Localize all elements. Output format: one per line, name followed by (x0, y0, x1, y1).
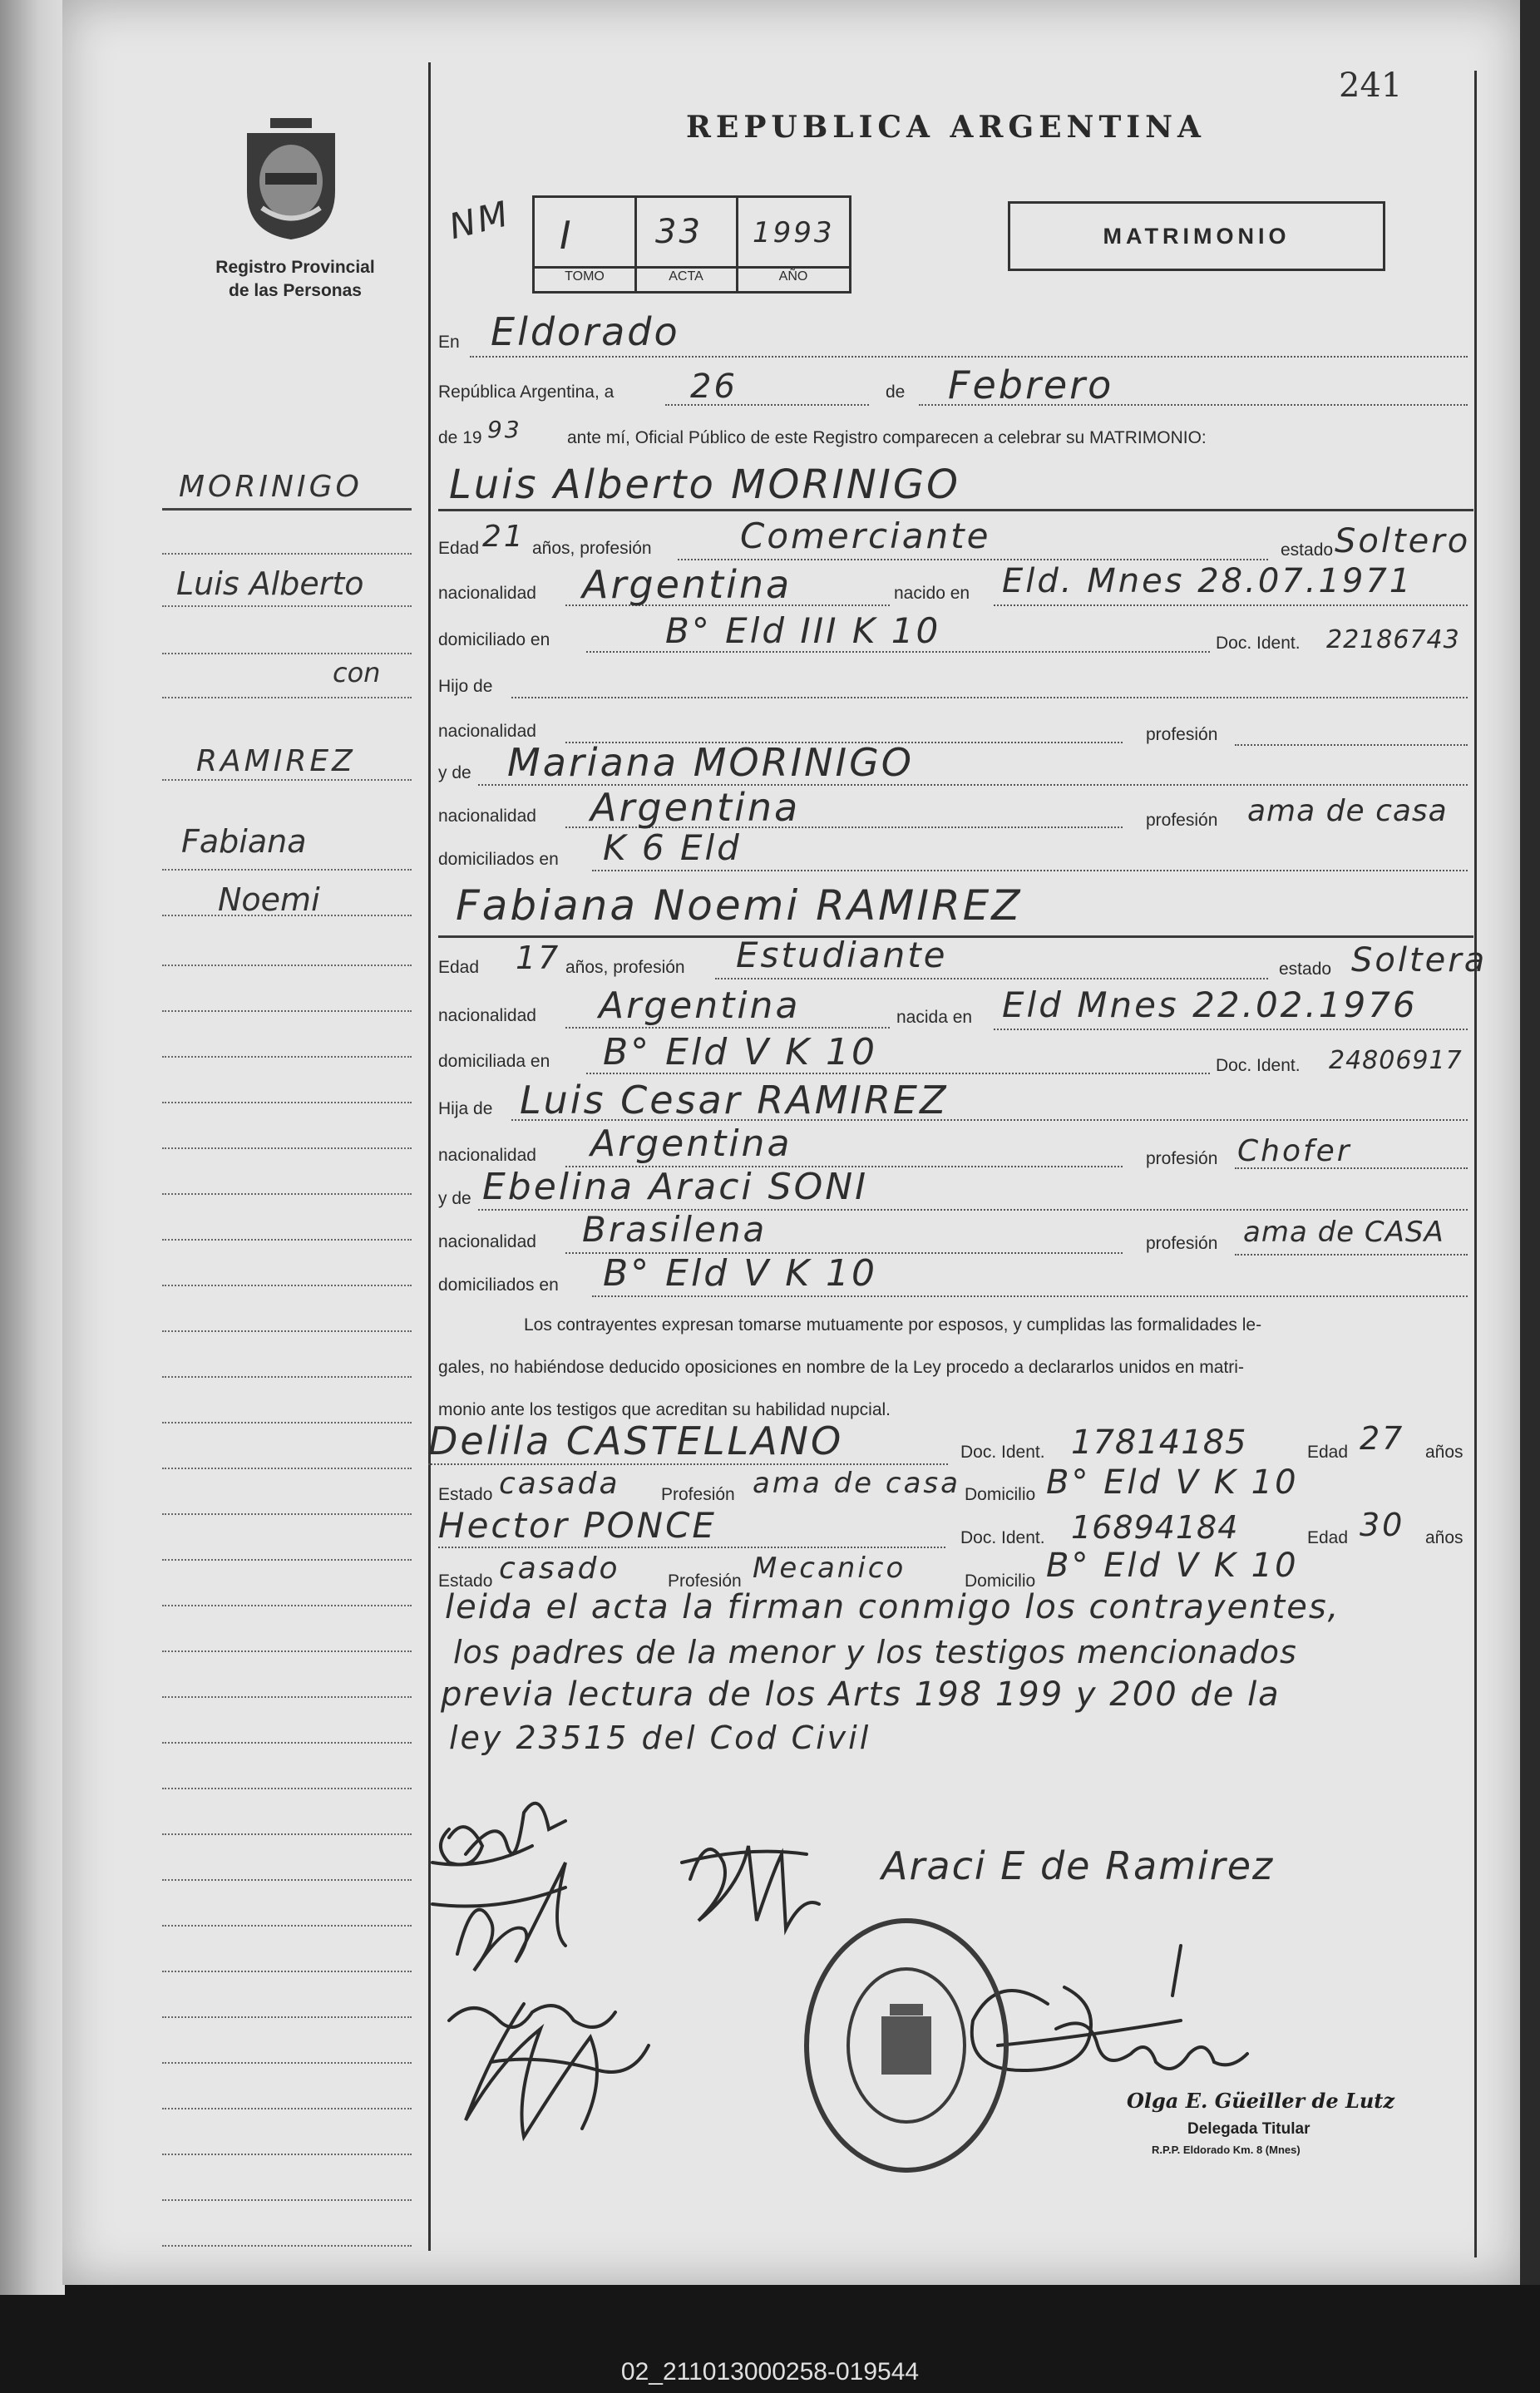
witness2-prof-label: Profesión (668, 1571, 742, 1591)
signature-araci: Araci E de Ramirez (881, 1843, 1275, 1888)
margin-given-1: Luis Alberto (176, 565, 364, 602)
witness1-dom-label: Domicilio (965, 1485, 1036, 1504)
groom-doc-label: Doc. Ident. (1216, 634, 1301, 653)
witness1-name: Delila CASTELLANO (428, 1419, 844, 1463)
bride-father-nac-label: nacionalidad (438, 1146, 536, 1165)
coat-of-arms-icon (237, 116, 345, 241)
label-en: En (438, 333, 460, 352)
country-title: REPUBLICA ARGENTINA (686, 110, 1206, 145)
act-type-box (1008, 201, 1385, 271)
tomo-label: TOMO (565, 269, 605, 284)
margin-surname-2: RAMIREZ (196, 744, 356, 778)
label-de: de (886, 382, 906, 402)
witness1-prof-label: Profesión (661, 1485, 735, 1504)
groom-edad-label: Edad (438, 539, 480, 558)
official-office: R.P.P. Eldorado Km. 8 (Mnes) (1152, 2144, 1301, 2156)
bride-father: Luis Cesar RAMIREZ (520, 1078, 949, 1122)
groom-name: Luis Alberto MORINIGO (449, 461, 960, 508)
official-name: Olga E. Güeiller de Lutz (1127, 2089, 1394, 2113)
bride-name: Fabiana Noemi RAMIREZ (456, 881, 1023, 930)
witness1-profession: ama de casa (753, 1467, 960, 1500)
act-type-label: MATRIMONIO (1103, 224, 1291, 249)
bride-padres-dom-label: domiciliados en (438, 1275, 559, 1295)
witness1-anos-label: años (1425, 1443, 1463, 1462)
bride-address: B° Eld V K 10 (603, 1031, 878, 1073)
groom-nacido-label: nacido en (894, 584, 970, 603)
closing-note-4: ley 23515 del Cod Civil (449, 1720, 871, 1756)
anio-label: AÑO (778, 269, 808, 284)
groom-yde-label: y de (438, 763, 471, 782)
bride-mother-prof-label: profesión (1146, 1234, 1218, 1253)
act-prefix: NM (445, 192, 515, 248)
bride-nationality: Argentina (599, 984, 801, 1027)
witness2-age: 30 (1360, 1507, 1405, 1543)
groom-born-in: Eld. Mnes 28.07.1971 (1002, 562, 1414, 600)
groom-father-prof-label: profesión (1146, 725, 1218, 744)
bride-born-in: Eld Mnes 22.02.1976 (1002, 984, 1418, 1025)
day-value: 26 (690, 368, 738, 406)
bride-mother-profession: ama de CASA (1243, 1216, 1444, 1249)
bride-mother: Ebelina Araci SONI (482, 1166, 869, 1208)
witness1-edad-label: Edad (1307, 1443, 1349, 1462)
year-suffix: 93 (487, 416, 522, 443)
acta-value: 33 (655, 213, 703, 251)
groom-mother-nac-label: nacionalidad (438, 807, 536, 826)
witness2-name: Hector PONCE (438, 1505, 717, 1546)
bride-father-profession: Chofer (1237, 1134, 1352, 1168)
declaration-line-2: gales, no habiéndose deducido oposiciones en nombre de la Ley procedo a declararlos unidos en matri- (438, 1358, 1244, 1377)
bride-doc: 24806917 (1329, 1046, 1463, 1075)
bride-father-prof-label: profesión (1146, 1149, 1218, 1168)
witness2-anos-label: años (1425, 1528, 1463, 1547)
groom-mother-nationality: Argentina (590, 785, 801, 830)
witness2-edad-label: Edad (1307, 1528, 1349, 1547)
official-title: Delegada Titular (1187, 2120, 1310, 2138)
groom-profesion-label: años, profesión (532, 539, 652, 558)
bride-parents-address: B° Eld V K 10 (603, 1252, 878, 1295)
witness1-doc-label: Doc. Ident. (960, 1443, 1045, 1462)
witness2-profession: Mecanico (753, 1552, 906, 1585)
label-year-prefix: de 19 (438, 428, 482, 447)
bride-domicilio-label: domiciliada en (438, 1052, 550, 1071)
groom-age: 21 (482, 520, 526, 554)
intro-text: ante mí, Oficial Público de este Registro comparecen a celebrar su MATRIMONIO: (567, 428, 1207, 447)
witness1-estado-label: Estado (438, 1485, 493, 1504)
witness2-estado-label: Estado (438, 1571, 493, 1591)
witness2-address: B° Eld V K 10 (1046, 1547, 1299, 1585)
groom-mother-profession: ama de casa (1247, 794, 1448, 828)
bride-mother-nationality: Brasilena (582, 1209, 768, 1250)
witness1-estado: casada (499, 1467, 620, 1501)
acta-label: ACTA (669, 269, 703, 284)
groom-parents-address: K 6 Eld (603, 827, 742, 868)
bride-estado-label: estado (1279, 960, 1332, 979)
footer-code: 02_211013000258-019544 (620, 2358, 920, 2386)
bride-nacionalidad-label: nacionalidad (438, 1006, 536, 1025)
witness2-doc-label: Doc. Ident. (960, 1528, 1045, 1547)
bride-age: 17 (516, 940, 561, 976)
bride-father-nationality: Argentina (590, 1122, 792, 1165)
bride-profession: Estudiante (736, 935, 948, 975)
margin-given-2b: Noemi (218, 881, 320, 918)
groom-doc: 22186743 (1326, 625, 1460, 654)
witness1-doc: 17814185 (1071, 1423, 1247, 1462)
label-republica: República Argentina, a (438, 382, 615, 402)
bride-yde-label: y de (438, 1189, 471, 1208)
witness1-age: 27 (1360, 1420, 1405, 1457)
groom-nacionalidad-label: nacionalidad (438, 584, 536, 603)
bride-edad-label: Edad (438, 958, 480, 977)
groom-estado: Soltero (1335, 522, 1471, 560)
groom-address: B° Eld III K 10 (665, 610, 941, 651)
witness2-doc: 16894184 (1071, 1509, 1239, 1546)
act-number-box (532, 195, 851, 294)
page-number: 241 (1339, 67, 1403, 105)
groom-domicilio-label: domiciliado en (438, 630, 550, 649)
witness1-address: B° Eld V K 10 (1046, 1463, 1299, 1502)
declaration-line-3: monio ante los testigos que acreditan su habilidad nupcial. (438, 1400, 891, 1419)
place-value: Eldorado (491, 309, 680, 354)
book-edge (1520, 0, 1540, 2285)
bride-profesion-label: años, profesión (565, 958, 685, 977)
signature-3 (449, 2004, 649, 2137)
witness2-estado: casado (499, 1552, 620, 1586)
declaration-line-1: Los contrayentes expresan tomarse mutuamente por esposos, y cumplidas las formalidades le- (524, 1315, 1262, 1335)
bride-mother-nac-label: nacionalidad (438, 1232, 536, 1251)
bride-nacida-label: nacida en (896, 1008, 973, 1027)
groom-mother-prof-label: profesión (1146, 811, 1218, 830)
signature-1 (432, 1803, 565, 1971)
registry-line1: Registro Provincial (215, 258, 375, 277)
groom-hijo-label: Hijo de (438, 677, 493, 696)
book-spine (0, 0, 65, 2295)
groom-mother: Mariana MORINIGO (507, 740, 914, 785)
witness2-dom-label: Domicilio (965, 1571, 1036, 1591)
closing-note-1: leida el acta la firman conmigo los contrayentes, (445, 1588, 1340, 1626)
tomo-value: I (560, 213, 574, 258)
groom-father-nac-label: nacionalidad (438, 722, 536, 741)
bride-doc-label: Doc. Ident. (1216, 1056, 1301, 1075)
month-value: Febrero (948, 363, 1114, 407)
anio-value: 1993 (753, 216, 835, 249)
registry-line2: de las Personas (229, 281, 362, 300)
margin-given-2a: Fabiana (181, 823, 307, 860)
groom-padres-dom-label: domiciliados en (438, 850, 559, 869)
margin-surname-1: MORINIGO (179, 470, 363, 504)
groom-estado-label: estado (1281, 540, 1334, 560)
official-seal-icon (798, 1912, 1014, 2178)
closing-note-2: los padres de la menor y los testigos mencionados (453, 1634, 1297, 1670)
groom-nationality: Argentina (582, 562, 792, 607)
margin-con: con (333, 657, 381, 688)
bride-hija-label: Hija de (438, 1099, 493, 1118)
bride-estado: Soltera (1351, 941, 1488, 979)
closing-note-3: previa lectura de los Arts 198 199 y 200 de la (441, 1675, 1281, 1714)
groom-profession: Comerciante (740, 516, 991, 556)
